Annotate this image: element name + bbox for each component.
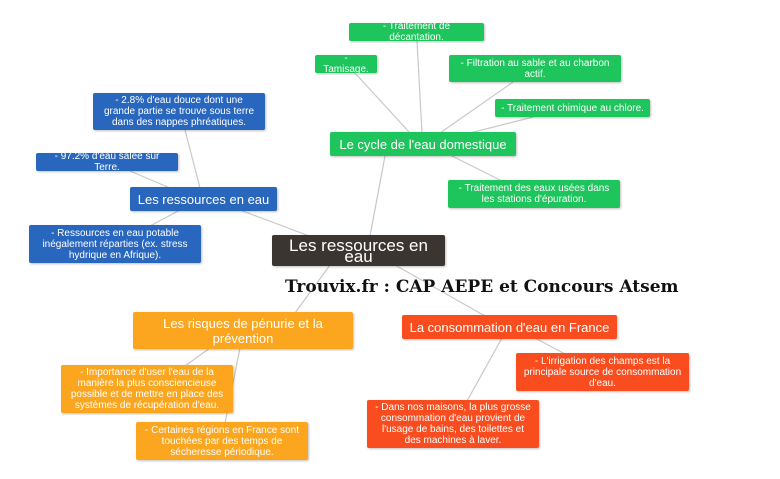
node-cycle-chlore[interactable]: - Traitement chimique au chlore. <box>495 99 650 117</box>
node-risks-drought[interactable]: - Certaines régions en France sont touchées par des temps de sécheresse périodique. <box>136 422 308 460</box>
node-resources[interactable]: Les ressources en eau <box>130 187 277 211</box>
node-risks-usage[interactable]: - Importance d'user l'eau de la manière la plus consciencieuse possible et de mettre en place des systèmes de récupération d'eau. <box>61 365 233 413</box>
node-cycle[interactable]: Le cycle de l'eau domestique <box>330 132 516 156</box>
node-consumption-irrigation[interactable]: - L'irrigation des champs est la principale source de consommation d'eau. <box>516 353 689 391</box>
node-risks[interactable]: Les risques de pénurie et la prévention <box>133 312 353 349</box>
node-cycle-tamisage[interactable]: - Tamisage. <box>315 55 377 73</box>
central-node[interactable]: Les ressources en eau <box>272 235 445 266</box>
node-resources-freshwater[interactable]: - 2.8% d'eau douce dont une grande partie se trouve sous terre dans des nappes phréatiques. <box>93 93 265 130</box>
node-resources-saltwater[interactable]: - 97.2% d'eau salée sur Terre. <box>36 153 178 171</box>
watermark: Trouvix.fr : CAP AEPE et Concours Atsem <box>285 277 679 297</box>
node-resources-distribution[interactable]: - Ressources en eau potable inégalement réparties (ex. stress hydrique en Afrique). <box>29 225 201 263</box>
node-cycle-wastewater[interactable]: - Traitement des eaux usées dans les stations d'épuration. <box>448 180 620 208</box>
node-cycle-filtration[interactable]: - Filtration au sable et au charbon actif. <box>449 55 621 82</box>
node-consumption-homes[interactable]: - Dans nos maisons, la plus grosse consommation d'eau provient de l'usage de bains, des toilettes et des machines à laver. <box>367 400 539 448</box>
node-cycle-decantation[interactable]: - Traitement de décantation. <box>349 23 484 41</box>
node-consumption[interactable]: La consommation d'eau en France <box>402 315 617 339</box>
